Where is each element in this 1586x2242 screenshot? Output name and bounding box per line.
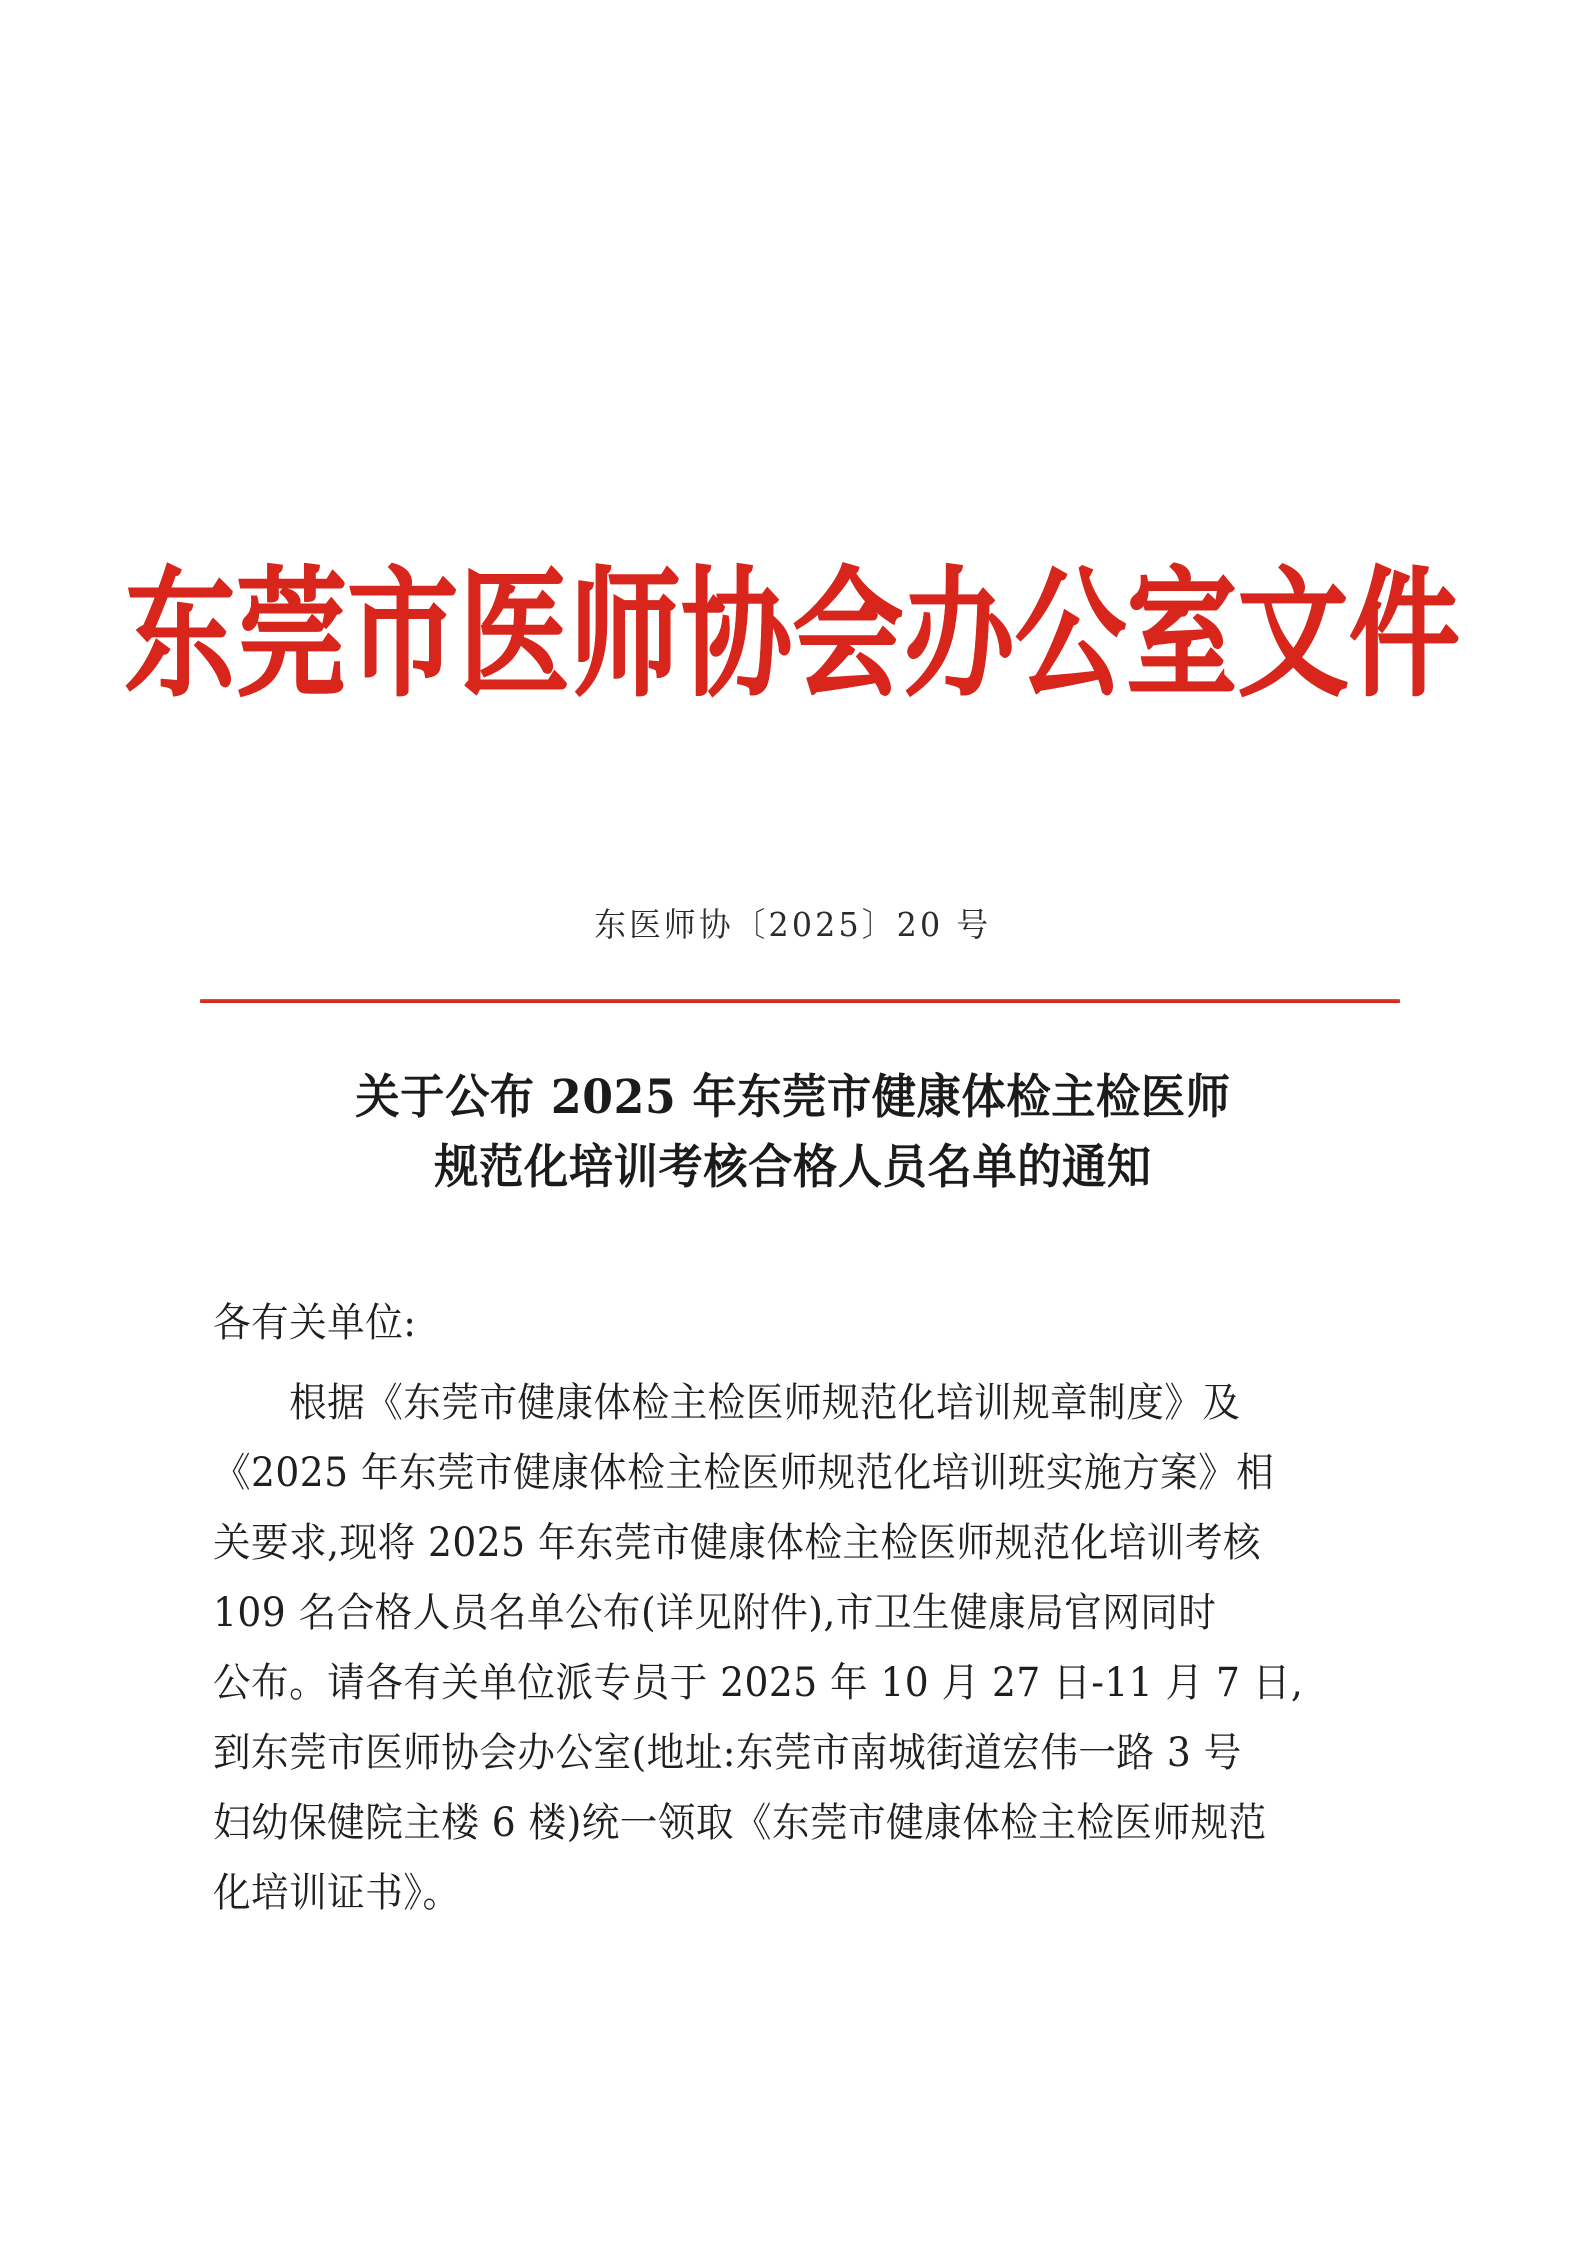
masthead-banner bbox=[0, 540, 1586, 730]
masthead-title: 东莞市医师协会办公室文件 bbox=[125, 552, 1461, 717]
body-line: 妇幼保健院主楼 6 楼)统一领取《东莞市健康体检主检医师规范 bbox=[213, 1800, 1267, 1846]
body-line: 化培训证书》。 bbox=[213, 1870, 461, 1916]
document-number-row bbox=[0, 905, 1586, 945]
document-number: 东医师协〔2025〕20 号 bbox=[594, 905, 992, 944]
red-separator-rule bbox=[200, 999, 1400, 1003]
body-line: 根据《东莞市健康体检主检医师规范化培训规章制度》及 bbox=[213, 1380, 1241, 1426]
title-line-1: 关于公布 2025 年东莞市健康体检主检医师 bbox=[355, 1070, 1231, 1125]
document-title bbox=[0, 1063, 1586, 1203]
body-line: 到东莞市医师协会办公室(地址:东莞市南城街道宏伟一路 3 号 bbox=[213, 1730, 1242, 1776]
body-salutation: 各有关单位: bbox=[213, 1300, 417, 1346]
body-line: 公布。请各有关单位派专员于 2025 年 10 月 27 日-11 月 7 日, bbox=[213, 1660, 1304, 1706]
body-line: 关要求,现将 2025 年东莞市健康体检主检医师规范化培训考核 bbox=[213, 1520, 1261, 1566]
body-line: 《2025 年东莞市健康体检主检医师规范化培训班实施方案》相 bbox=[213, 1450, 1275, 1496]
body-line: 109 名合格人员名单公布(详见附件),市卫生健康局官网同时 bbox=[213, 1590, 1217, 1636]
title-line-2: 规范化培训考核合格人员名单的通知 bbox=[434, 1140, 1152, 1195]
document-body bbox=[213, 1288, 1403, 1928]
